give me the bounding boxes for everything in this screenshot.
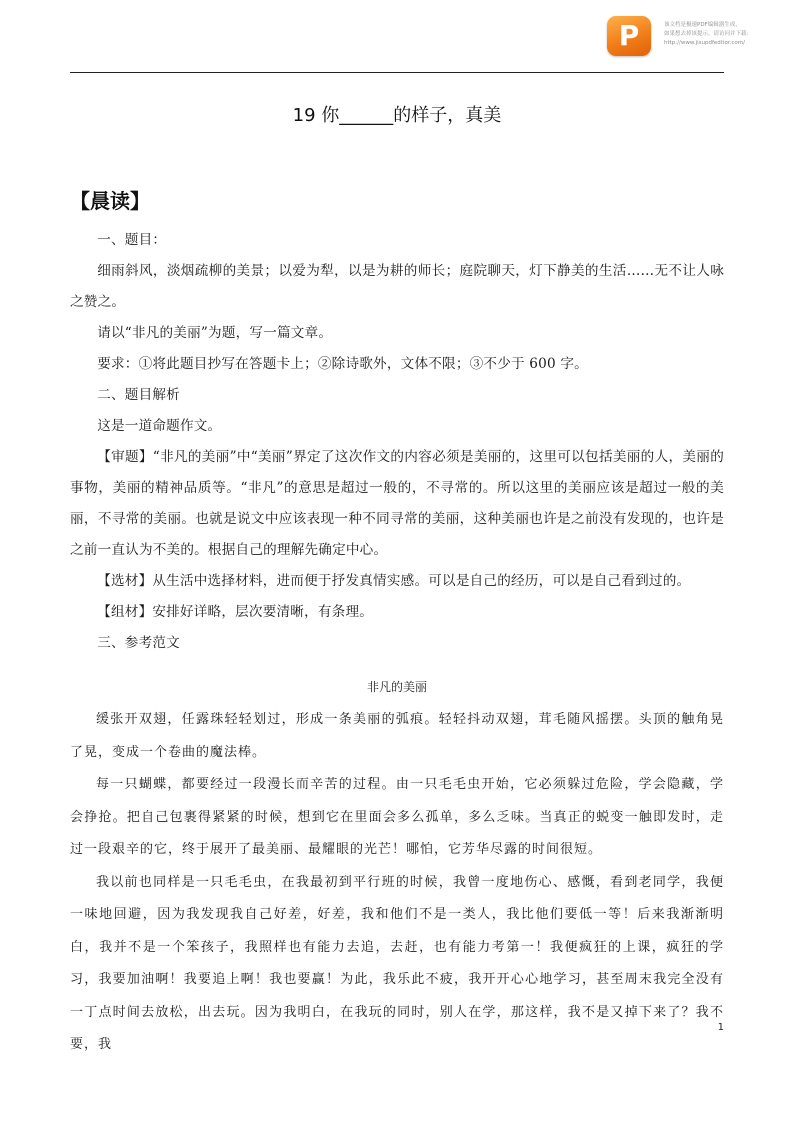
page-title: 19 你______的样子，真美: [292, 105, 502, 126]
section-heading: 【晨读】: [70, 189, 150, 213]
essay-title: 非凡的美丽: [366, 680, 427, 694]
paragraph: 三、参考范文: [97, 635, 180, 651]
header-divider: [70, 72, 724, 73]
paragraph: 【审题】“非凡的美丽”中“美丽”界定了这次作文的内容必须是美丽的，这里可以包括美丽的人，美丽的事物，美丽的精神品质等。“非凡”的意思是超过一般的，不寻常的。所以这里的美丽应该是超过一般的美丽，不寻常的美丽。也就是说文中应该表现一种不同寻常的美丽，这种美丽也许是之前没有发现的，也许是之前一直认为不美的。根据自己的理解先确定中心。: [70, 449, 724, 558]
page-number: 1: [717, 1022, 724, 1033]
header-note: [664, 21, 774, 48]
paragraph: 细雨斜风，淡烟疏柳的美景；以爱为犁，以是为耕的师长；庭院聊天，灯下静美的生活……无不让人咏之赞之。: [70, 263, 724, 310]
header-note-link[interactable]: http://www.jisupdfeditor.com/: [664, 40, 745, 46]
app-logo-icon: [607, 16, 651, 56]
header-note-line: 该文档是极速PDF编辑器生成，: [664, 22, 741, 28]
logo-letter: P: [618, 19, 640, 52]
essay-body: [70, 704, 724, 1062]
morning-reading-body: [70, 225, 724, 659]
paragraph: 【组材】安排好详略，层次要清晰，有条理。: [97, 604, 374, 620]
essay-paragraph: 我以前也同样是一只毛毛虫，在我最初到平行班的时候，我曾一度地伤心、感慨，看到老同学，我便一味地回避，因为我发现我自己好差，好差，我和他们不是一类人，我比他们要低一等！后来我渐渐明白，我并不是一个笨孩子，我照样也有能力去追，去赶，也有能力考第一！我便疯狂的上课，疯狂的学习，我要加油啊！我要追上啊！我也要赢！为此，我乐此不疲，我开开心心地学习，甚至周末我完全没有一丁点时间去放松，出去玩。因为我明白，在我玩的同时，别人在学，那这样，我不是又掉下来了？我不要，我: [70, 874, 724, 1052]
paragraph: 二、题目解析: [97, 387, 180, 403]
paragraph: 请以“非凡的美丽”为题，写一篇文章。: [97, 325, 333, 341]
paragraph: 这是一道命题作文。: [97, 418, 222, 434]
paragraph: 要求：①将此题目抄写在答题卡上；②除诗歌外，文体不限；③不少于 600 字。: [97, 356, 588, 372]
paragraph: 一、题目：: [97, 232, 167, 248]
essay-paragraph: 每一只蝴蝶，都要经过一段漫长而辛苦的过程。由一只毛毛虫开始，它必须躲过危险，学会隐藏，学会挣抢。把自己包裹得紧紧的时候，想到它在里面会多么孤单，多么乏味。当真正的蜕变一触即发时，走过一段艰辛的它，终于展开了最美丽、最耀眼的光芒！哪怕，它芳华尽露的时间很短。: [70, 777, 724, 857]
essay-paragraph: 缓张开双翅，任露珠轻轻划过，形成一条美丽的弧痕。轻轻抖动双翅，茸毛随风摇摆。头顶的触角晃了晃，变成一个卷曲的魔法棒。: [70, 712, 724, 760]
header-note-line: 如果想去掉该提示，请访问并下载：: [664, 31, 753, 37]
paragraph: 【选材】从生活中选择材料，进而便于抒发真情实感。可以是自己的经历，可以是自己看到过的。: [97, 573, 691, 589]
